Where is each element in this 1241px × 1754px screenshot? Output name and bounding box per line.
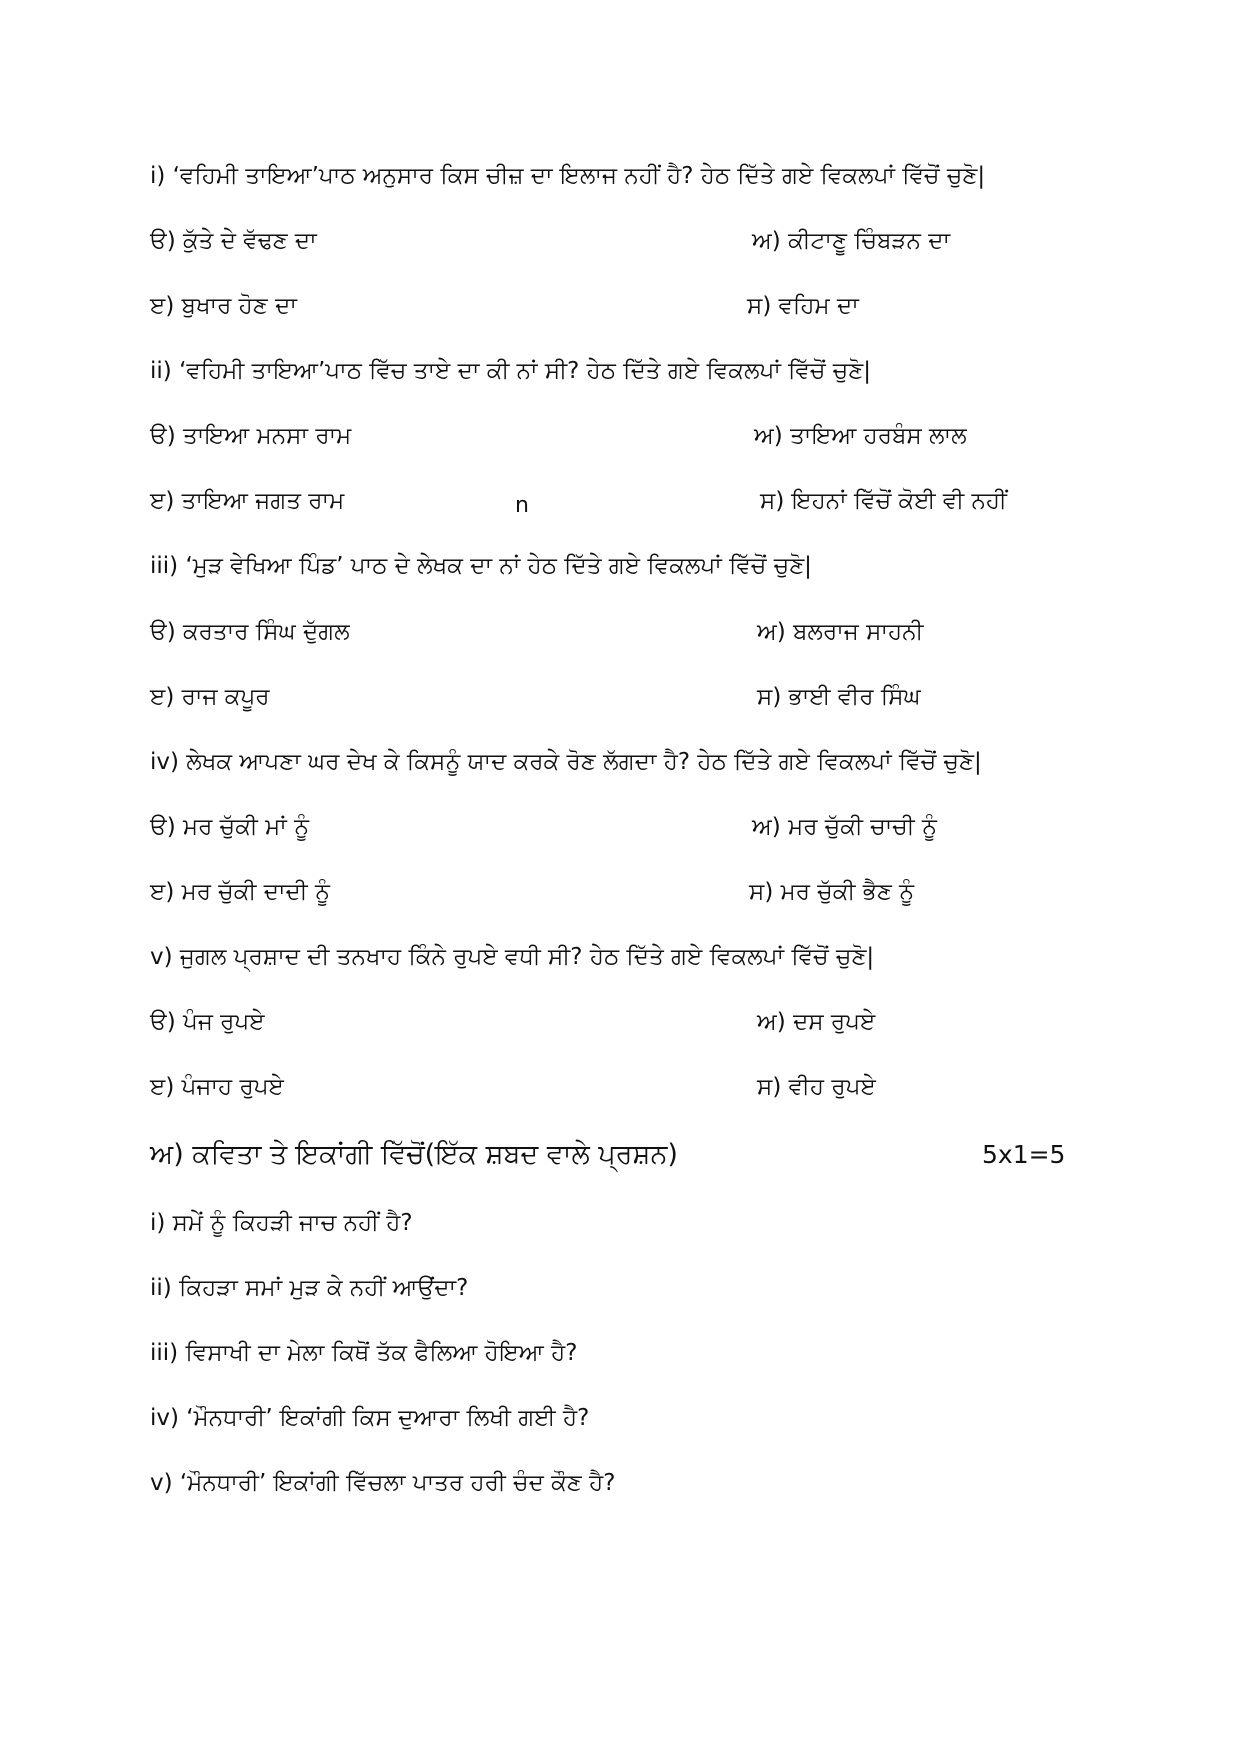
short-question-4: iv) ‘ਮੌਨਧਾਰੀ’ ਇਕਾਂਗੀ ਕਿਸ ਦੁਆਰਾ ਲਿਖੀ ਗਈ ਹੈ? — [150, 1405, 590, 1431]
q1-option-c: ੲ) ਬੁਖਾਰ ਹੋਣ ਦਾ — [150, 293, 297, 319]
q4-option-d: ਸ) ਮਰ ਚੁੱਕੀ ਭੈਣ ਨੂੰ — [749, 879, 915, 905]
q1-option-d: ਸ) ਵਹਿਮ ਦਾ — [747, 293, 859, 319]
q3-option-c: ੲ) ਰਾਜ ਕਪੂਰ — [150, 684, 270, 710]
short-question-1: i) ਸਮੇਂ ਨੂੰ ਕਿਹੜੀ ਜਾਚ ਨਹੀਂ ਹੈ? — [150, 1210, 413, 1236]
q3-option-d: ਸ) ਭਾਈ ਵੀਰ ਸਿੰਘ — [757, 684, 921, 710]
short-question-2: ii) ਕਿਹੜਾ ਸਮਾਂ ਮੁੜ ਕੇ ਨਹੀਂ ਆਉਂਦਾ? — [150, 1275, 469, 1301]
q3-option-b: ਅ) ਬਲਰਾਜ ਸਾਹਨੀ — [757, 619, 924, 645]
q5-option-b: ਅ) ਦਸ ਰੁਪਏ — [757, 1009, 876, 1035]
question-5: v) ਜੁਗਲ ਪ੍ਰਸ਼ਾਦ ਦੀ ਤਨਖਾਹ ਕਿੰਨੇ ਰੁਪਏ ਵਧੀ ਸੀ? ਹੇਠ ਦਿੱਤੇ ਗਏ ਵਿਕਲਪਾਂ ਵਿੱਚੋਂ ਚੁਣੋ| — [150, 944, 875, 970]
q4-option-c: ੲ) ਮਰ ਚੁੱਕੀ ਦਾਦੀ ਨੂੰ — [150, 879, 330, 905]
q2-option-b: ਅ) ਤਾਇਆ ਹਰਬੰਸ ਲਾਲ — [754, 423, 967, 449]
q5-option-c: ੲ) ਪੰਜਾਹ ਰੁਪਏ — [150, 1074, 284, 1100]
q1-option-b: ਅ) ਕੀਟਾਣੂ ਚਿੰਬੜਨ ਦਾ — [752, 228, 951, 254]
q2-option-c: ੲ) ਤਾਇਆ ਜਗਤ ਰਾਮ — [150, 488, 345, 514]
q4-option-a: ੳ) ਮਰ ਚੁੱਕੀ ਮਾਂ ਨੂੰ — [150, 814, 310, 840]
q2-option-a: ੳ) ਤਾਇਆ ਮਨਸਾ ਰਾਮ — [150, 423, 352, 449]
q5-option-d: ਸ) ਵੀਹ ਰੁਪਏ — [757, 1074, 876, 1100]
section-marks: 5x1=5 — [982, 1140, 1066, 1169]
q4-option-b: ਅ) ਮਰ ਚੁੱਕੀ ਚਾਚੀ ਨੂੰ — [752, 814, 937, 840]
q3-option-a: ੳ) ਕਰਤਾਰ ਸਿੰਘ ਦੁੱਗਲ — [150, 619, 350, 645]
q5-option-a: ੳ) ਪੰਜ ਰੁਪਏ — [150, 1009, 265, 1035]
stray-character: n — [515, 493, 529, 518]
short-question-3: iii) ਵਿਸਾਖੀ ਦਾ ਮੇਲਾ ਕਿਥੋਂ ਤੱਕ ਫੈਲਿਆ ਹੋਇਆ ਹੈ? — [150, 1340, 578, 1366]
q2-option-d: ਸ) ਇਹਨਾਂ ਵਿੱਚੋਂ ਕੋਈ ਵੀ ਨਹੀਂ — [760, 488, 1007, 514]
q1-option-a: ੳ) ਕੁੱਤੇ ਦੇ ਵੱਢਣ ਦਾ — [150, 228, 317, 254]
section-heading: ਅ) ਕਵਿਤਾ ਤੇ ਇਕਾਂਗੀ ਵਿੱਚੋਂ(ਇੱਕ ਸ਼ਬਦ ਵਾਲੇ ਪ੍ਰਸ਼ਨ) — [150, 1139, 678, 1170]
question-1: i) ‘ਵਹਿਮੀ ਤਾਇਆ’ਪਾਠ ਅਨੁਸਾਰ ਕਿਸ ਚੀਜ਼ ਦਾ ਇਲਾਜ ਨਹੀਂ ਹੈ? ਹੇਠ ਦਿੱਤੇ ਗਏ ਵਿਕਲਪਾਂ ਵਿੱਚੋਂ ਚੁਣੋ| — [150, 163, 986, 189]
question-4: iv) ਲੇਖਕ ਆਪਣਾ ਘਰ ਦੇਖ ਕੇ ਕਿਸਨੂੰ ਯਾਦ ਕਰਕੇ ਰੋਣ ਲੱਗਦਾ ਹੈ? ਹੇਠ ਦਿੱਤੇ ਗਏ ਵਿਕਲਪਾਂ ਵਿੱਚੋਂ ਚੁਣੋ| — [150, 749, 982, 775]
question-3: iii) ‘ਮੁੜ ਵੇਖਿਆ ਪਿੰਡ’ ਪਾਠ ਦੇ ਲੇਖਕ ਦਾ ਨਾਂ ਹੇਠ ਦਿੱਤੇ ਗਏ ਵਿਕਲਪਾਂ ਵਿੱਚੋਂ ਚੁਣੋ| — [150, 553, 812, 579]
question-2: ii) ‘ਵਹਿਮੀ ਤਾਇਆ’ਪਾਠ ਵਿੱਚ ਤਾਏ ਦਾ ਕੀ ਨਾਂ ਸੀ? ਹੇਠ ਦਿੱਤੇ ਗਏ ਵਿਕਲਪਾਂ ਵਿੱਚੋਂ ਚੁਣੋ| — [150, 358, 871, 384]
short-question-5: v) ‘ਮੌਨਧਾਰੀ’ ਇਕਾਂਗੀ ਵਿੱਚਲਾ ਪਾਤਰ ਹਰੀ ਚੰਦ ਕੌਣ ਹੈ? — [150, 1470, 616, 1496]
